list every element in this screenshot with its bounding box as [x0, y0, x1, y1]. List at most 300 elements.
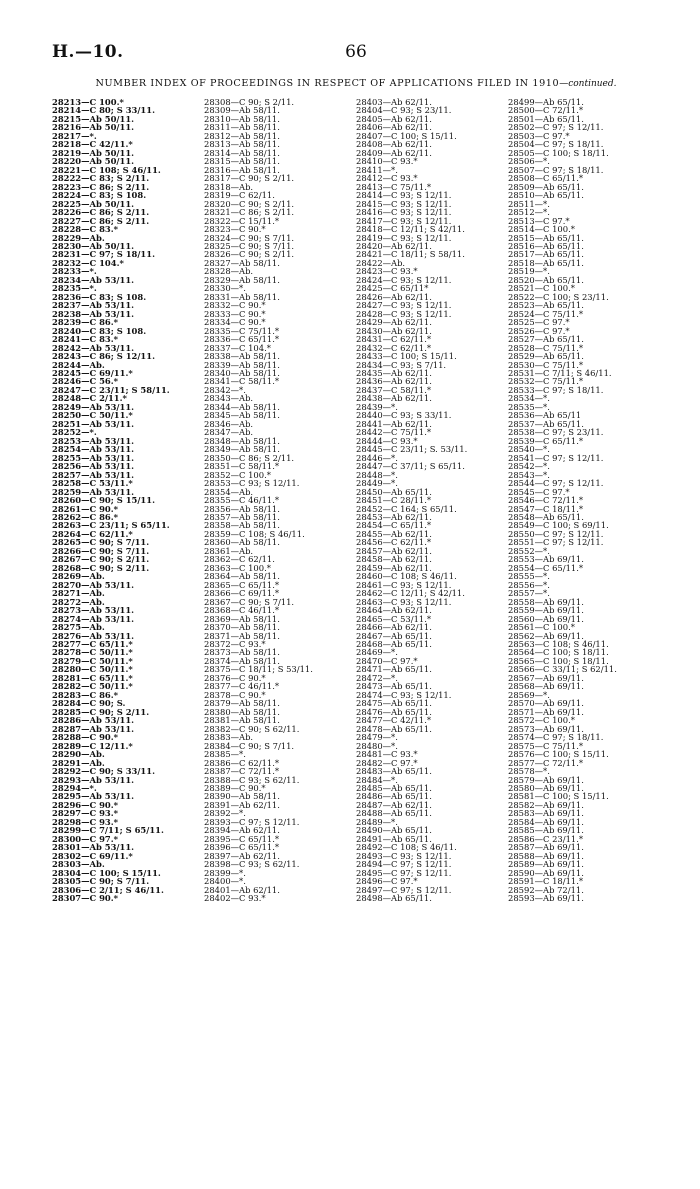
index-entry: 28459—Ab 62/11. [356, 563, 432, 573]
index-entry: 28306—C 2/11; S 46/11. [52, 885, 164, 895]
index-entry: 28505—C 100; S 18/11. [508, 148, 609, 158]
index-entry: 28500—C 72/11.* [508, 106, 584, 115]
index-column-2 [204, 98, 356, 903]
index-columns [52, 98, 667, 1178]
index-entry: 28229—Ab. [52, 233, 105, 242]
index-entry: 28348—Ab 58/11. [204, 436, 280, 446]
index-entry: 28288—C 90.* [52, 733, 119, 742]
index-entry: 28572—C 100.* [508, 716, 575, 725]
index-entry: 28479—*. [356, 733, 398, 742]
index-entry: 28379—Ab 58/11. [204, 699, 280, 708]
index-entry: 28301—Ab 53/11. [52, 843, 135, 852]
index-entry: 28475—Ab 65/11. [356, 699, 432, 708]
index-entry: 28489—*. [356, 817, 398, 827]
index-entry: 28220—Ab 50/11. [52, 157, 135, 166]
index-entry: 28491—Ab 65/11. [356, 834, 432, 844]
page-ref: H.—10. [52, 42, 124, 62]
index-entry: 28397—Ab 62/11. [204, 851, 280, 861]
index-title-main: NUMBER INDEX OF PROCEEDINGS IN RESPECT OF APPLICATIONS FILED IN 1910 [95, 78, 560, 89]
index-entry: 28249—Ab 53/11. [52, 402, 135, 412]
index-entry: 28215—Ab 50/11. [52, 114, 135, 124]
index-entry: 28452—C 164; S 65/11. [356, 504, 457, 513]
index-entry: 28428—C 93; S 12/11. [356, 309, 452, 319]
index-entry: 28432—C 62/11.* [356, 343, 432, 353]
index-entry: 28486—Ab 65/11. [356, 792, 432, 801]
index-entry: 28336—C 65/11.* [204, 335, 280, 344]
index-entry: 28564—C 100; S 18/11. [508, 648, 609, 657]
index-entry: 28289—C 12/11.* [52, 741, 133, 751]
index-entry: 28234—Ab 53/11. [52, 275, 135, 285]
index-entry: 28551—C 97; S 12/11. [508, 538, 604, 547]
index-entry: 28296—C 90.* [52, 800, 119, 810]
index-entry: 28496—C 97.* [356, 877, 418, 886]
index-entry: 28497—C 97; S 12/11. [356, 885, 452, 895]
index-entry: 28492—C 108; S 46/11. [356, 843, 457, 852]
index-entry: 28482—C 97.* [356, 758, 418, 768]
index-entry: 28591—C 18/11.* [508, 877, 584, 886]
index-entry: 28472—*. [356, 673, 398, 683]
index-entry: 28410—C 93.* [356, 157, 418, 166]
index-entry: 28337—C 104.* [204, 343, 271, 353]
index-entry: 28436—Ab 62/11. [356, 377, 432, 386]
index-entry: 28549—C 100; S 69/11. [508, 521, 609, 530]
index-entry: 28587—Ab 69/11. [508, 843, 584, 852]
index-entry: 28314—Ab 58/11. [204, 148, 280, 158]
index-entry: 28319—C 62/11. [204, 191, 275, 200]
index-entry: 28573—Ab 69/11. [508, 724, 584, 734]
index-entry: 28582—Ab 69/11. [508, 800, 584, 810]
index-entry: 28250—C 50/11.* [52, 411, 133, 420]
index-entry: 28442—C 75/11.* [356, 428, 432, 437]
index-entry: 28577—C 72/11.* [508, 758, 584, 768]
index-entry: 28260—C 90; S 15/11. [52, 496, 156, 505]
index-entry: 28274—Ab 53/11. [52, 614, 135, 624]
index-entry: 28441—Ab 62/11. [356, 419, 432, 429]
index-entry: 28527—Ab 65/11. [508, 335, 584, 344]
index-entry: 28259—Ab 53/11. [52, 487, 135, 497]
index-entry: 28280—C 50/11.* [52, 665, 133, 674]
index-entry: 28235—*. [52, 284, 97, 293]
index-entry: 28214—C 80; S 33/11. [52, 106, 156, 115]
index-entry: 28278—C 50/11.* [52, 648, 133, 657]
index-entry: 28590—Ab 69/11. [508, 868, 584, 878]
index-entry: 28270—Ab 53/11. [52, 580, 135, 590]
index-entry: 28540—*. [508, 445, 550, 454]
index-entry: 28473—Ab 65/11. [356, 682, 432, 691]
index-entry: 28398—C 93; S 62/11. [204, 860, 300, 869]
index-entry: 28369—Ab 58/11. [204, 614, 280, 624]
index-entry: 28535—*. [508, 402, 550, 412]
index-entry: 28503—C 97.* [508, 131, 570, 141]
index-entry: 28292—C 90; S 33/11. [52, 767, 156, 776]
index-entry: 28305—C 90; S 7/11. [52, 877, 150, 886]
index-entry: 28483—Ab 65/11. [356, 767, 432, 776]
index-entry: 28565—C 100; S 18/11. [508, 656, 609, 666]
index-entry: 28417—C 93; S 12/11. [356, 216, 452, 226]
index-entry: 28513—C 97.* [508, 216, 570, 226]
index-entry: 28406—Ab 62/11. [356, 123, 432, 132]
index-entry: 28463—C 93; S 12/11. [356, 597, 452, 607]
index-entry: 28310—Ab 58/11. [204, 114, 280, 124]
index-entry: 28219—Ab 50/11. [52, 148, 135, 158]
index-entry: 28477—C 42/11.* [356, 716, 432, 725]
index-entry: 28253—Ab 53/11. [52, 436, 135, 446]
index-entry: 28458—Ab 62/11. [356, 555, 432, 564]
index-column-1 [52, 98, 204, 903]
index-entry: 28476—Ab 65/11. [356, 707, 432, 717]
index-entry: 28338—Ab 58/11. [204, 352, 280, 361]
index-entry: 28558—Ab 69/11. [508, 597, 584, 607]
index-entry: 28290—Ab. [52, 750, 105, 759]
index-entry: 28502—C 97; S 12/11. [508, 123, 604, 132]
index-entry: 28304—C 100; S 15/11. [52, 868, 161, 878]
index-entry: 28396—C 65/11.* [204, 843, 280, 852]
index-entry: 28408—Ab 62/11. [356, 140, 432, 149]
index-entry: 28344—Ab 58/11. [204, 402, 280, 412]
index-entry: 28225—Ab 50/11. [52, 199, 135, 209]
index-entry: 28358—Ab 58/11. [204, 521, 280, 530]
index-entry: 28501—Ab 65/11. [508, 114, 584, 124]
index-entry: 28255—Ab 53/11. [52, 453, 135, 463]
index-entry: 28382—C 90; S 62/11. [204, 724, 300, 734]
index-entry: 28361—Ab. [204, 546, 254, 556]
index-entry: 28273—Ab 53/11. [52, 606, 135, 615]
index-entry: 28523—Ab 65/11. [508, 301, 584, 310]
index-entry: 28580—Ab 69/11. [508, 783, 584, 793]
index-entry: 28522—C 100; S 23/11. [508, 292, 609, 302]
index-entry: 28383—Ab. [204, 733, 254, 742]
index-entry: 28419—C 93; S 12/11. [356, 233, 452, 242]
index-entry: 28511—*. [508, 199, 550, 209]
index-entry: 28232—C 104.* [52, 258, 124, 268]
index-entry: 28252—*. [52, 428, 97, 437]
index-entry: 28243—C 86; S 12/11. [52, 352, 156, 361]
index-entry: 28359—C 108; S 46/11. [204, 529, 305, 539]
index-entry: 28364—Ab 58/11. [204, 572, 280, 581]
index-entry: 28567—Ab 69/11. [508, 673, 584, 683]
index-entry: 28375—C 18/11; S 53/11. [204, 665, 313, 674]
index-entry: 28271—Ab. [52, 589, 105, 598]
index-entry: 28554—C 65/11.* [508, 563, 584, 573]
index-entry: 28349—Ab 58/11. [204, 445, 280, 454]
index-entry: 28350—C 86; S 2/11. [204, 453, 295, 463]
index-entry: 28559—Ab 69/11. [508, 606, 584, 615]
index-entry: 28548—Ab 65/11. [508, 512, 584, 522]
index-entry: 28365—C 65/11.* [204, 580, 280, 590]
index-entry: 28418—C 12/11; S 42/11. [356, 225, 465, 234]
index-entry: 28293—Ab 53/11. [52, 775, 135, 784]
index-entry: 28342—*. [204, 385, 246, 395]
index-entry: 28538—C 97; S 23/11. [508, 428, 604, 437]
index-entry: 28434—C 93; S 7/11. [356, 360, 447, 369]
index-entry: 28345—Ab 58/11. [204, 411, 280, 420]
index-entry: 28385—*. [204, 750, 246, 759]
index-entry: 28588—Ab 69/11. [508, 851, 584, 861]
index-entry: 28376—C 90.* [204, 673, 266, 683]
index-entry: 28320—C 90; S 2/11. [204, 199, 295, 209]
index-entry: 28323—C 90.* [204, 225, 266, 234]
index-entry: 28266—C 90; S 7/11. [52, 546, 150, 556]
index-entry: 28226—C 86; S 2/11. [52, 208, 150, 217]
index-entry: 28283—C 86.* [52, 690, 119, 700]
index-entry: 28593—Ab 69/11. [508, 894, 584, 903]
index-entry: 28423—C 93.* [356, 267, 418, 276]
index-entry: 28471—Ab 65/11. [356, 665, 432, 674]
index-entry: 28384—C 90; S 7/11. [204, 741, 295, 751]
index-entry: 28584—Ab 69/11. [508, 817, 584, 827]
index-entry: 28415—C 93; S 12/11. [356, 199, 452, 209]
index-entry: 28318—Ab. [204, 182, 254, 192]
index-entry: 28355—C 46/11.* [204, 496, 280, 505]
index-entry: 28435—Ab 62/11. [356, 369, 432, 378]
index-entry: 28329—Ab 58/11. [204, 275, 280, 285]
index-entry: 28393—C 97; S 12/11. [204, 817, 300, 827]
index-entry: 28262—C 86.* [52, 512, 119, 522]
index-entry: 28371—Ab 58/11. [204, 631, 280, 640]
index-entry: 28332—C 90.* [204, 301, 266, 310]
index-entry: 28388—C 93; S 62/11. [204, 775, 300, 784]
index-entry: 28362—C 62/11. [204, 555, 275, 564]
index-entry: 28407—C 100; S 15/11. [356, 131, 457, 141]
index-entry: 28525—C 97.* [508, 318, 570, 327]
index-entry: 28346—Ab. [204, 419, 254, 429]
index-entry: 28230—Ab 50/11. [52, 241, 135, 251]
index-entry: 28307—C 90.* [52, 894, 119, 903]
index-entry: 28448—*. [356, 470, 398, 480]
index-entry: 28466—Ab 62/11. [356, 623, 432, 632]
index-entry: 28455—Ab 62/11. [356, 529, 432, 539]
index-entry: 28494—C 97; S 12/11. [356, 860, 452, 869]
index-entry: 28240—C 83; S 108. [52, 326, 147, 336]
index-entry: 28315—Ab 58/11. [204, 157, 280, 166]
index-entry: 28217—*. [52, 131, 97, 141]
index-entry: 28357—Ab 58/11. [204, 512, 280, 522]
index-entry: 28512—*. [508, 208, 550, 217]
index-entry: 28464—Ab 62/11. [356, 606, 432, 615]
index-entry: 28241—C 83.* [52, 335, 119, 344]
index-entry: 28484—*. [356, 775, 398, 784]
index-entry: 28571—Ab 69/11. [508, 707, 584, 717]
index-entry: 28578—*. [508, 767, 550, 776]
index-entry: 28532—C 75/11.* [508, 377, 584, 386]
index-entry: 28399—*. [204, 868, 246, 878]
index-entry: 28368—C 46/11.* [204, 606, 280, 615]
index-entry: 28324—C 90; S 7/11. [204, 233, 295, 242]
index-entry: 28394—Ab 62/11. [204, 826, 280, 835]
index-entry: 28236—C 83; S 108. [52, 292, 147, 302]
index-entry: 28424—C 93; S 12/11. [356, 275, 452, 285]
index-entry: 28405—Ab 62/11. [356, 114, 432, 124]
index-entry: 28480—*. [356, 741, 398, 751]
index-entry: 28258—C 53/11.* [52, 479, 133, 488]
index-entry: 28257—Ab 53/11. [52, 470, 135, 480]
index-entry: 28389—C 90.* [204, 783, 266, 793]
index-entry: 28367—C 90; S 7/11. [204, 597, 295, 607]
index-entry: 28370—Ab 58/11. [204, 623, 280, 632]
index-entry: 28309—Ab 58/11. [204, 106, 280, 115]
index-entry: 28400—*. [204, 877, 246, 886]
index-entry: 28510—Ab 65/11. [508, 191, 584, 200]
index-entry: 28552—*. [508, 546, 550, 556]
index-entry: 28446—*. [356, 453, 398, 463]
index-entry: 28570—Ab 69/11. [508, 699, 584, 708]
index-entry: 28276—Ab 53/11. [52, 631, 135, 640]
index-entry: 28245—C 69/11.* [52, 369, 133, 378]
index-entry: 28545—C 97.* [508, 487, 570, 497]
index-entry: 28421—C 18/11; S 58/11. [356, 250, 465, 259]
index-entry: 28363—C 100.* [204, 563, 271, 573]
index-entry: 28506—*. [508, 157, 550, 166]
index-entry: 28285—C 90; S 2/11. [52, 707, 150, 717]
index-entry: 28386—C 62/11.* [204, 758, 280, 768]
index-entry: 28529—Ab 65/11. [508, 352, 584, 361]
index-entry: 28553—Ab 69/11. [508, 555, 584, 564]
index-entry: 28413—C 75/11.* [356, 182, 432, 192]
index-entry: 28333—C 90.* [204, 309, 266, 319]
index-entry: 28537—Ab 65/11. [508, 419, 584, 429]
page-header [52, 42, 660, 64]
index-entry: 28299—C 7/11; S 65/11. [52, 826, 164, 835]
index-entry: 28308—C 90; S 2/11. [204, 98, 295, 107]
index-entry: 28353—C 93; S 12/11. [204, 479, 300, 488]
index-entry: 28429—Ab 62/11. [356, 318, 432, 327]
index-entry: 28481—C 93.* [356, 750, 418, 759]
index-entry: 28517—Ab 65/11. [508, 250, 584, 259]
index-entry: 28331—Ab 58/11. [204, 292, 280, 302]
index-entry: 28395—C 65/11.* [204, 834, 280, 844]
index-entry: 28409—Ab 62/11. [356, 148, 432, 158]
index-title [52, 78, 660, 89]
index-entry: 28275—Ab. [52, 623, 105, 632]
index-entry: 28340—Ab 58/11. [204, 369, 280, 378]
index-entry: 28264—C 62/11.* [52, 529, 133, 539]
index-entry: 28542—*. [508, 462, 550, 471]
index-entry: 28277—C 65/11.* [52, 640, 133, 649]
index-entry: 28402—C 93.* [204, 894, 266, 903]
index-entry: 28575—C 75/11.* [508, 741, 584, 751]
index-entry: 28401—Ab 62/11. [204, 885, 280, 895]
index-entry: 28403—Ab 62/11. [356, 98, 432, 107]
index-entry: 28412—C 93.* [356, 174, 418, 183]
index-entry: 28334—C 90.* [204, 318, 266, 327]
index-entry: 28586—C 23/11.* [508, 834, 584, 844]
index-entry: 28490—Ab 65/11. [356, 826, 432, 835]
index-entry: 28557—*. [508, 589, 550, 598]
index-entry: 28438—Ab 62/11. [356, 394, 432, 403]
index-entry: 28583—Ab 69/11. [508, 809, 584, 818]
index-entry: 28312—Ab 58/11. [204, 131, 280, 141]
index-entry: 28284—C 90; S. [52, 699, 126, 708]
index-entry: 28328—Ab. [204, 267, 254, 276]
index-entry: 28213—C 100.* [52, 98, 124, 107]
index-entry: 28515—Ab 65/11. [508, 233, 584, 242]
index-entry: 28377—C 46/11.* [204, 682, 280, 691]
index-entry: 28286—Ab 53/11. [52, 716, 135, 725]
index-entry: 28242—Ab 53/11. [52, 343, 135, 353]
index-entry: 28514—C 100.* [508, 225, 575, 234]
index-entry: 28300—C 97.* [52, 834, 119, 844]
index-entry: 28420—Ab 62/11. [356, 241, 432, 251]
index-entry: 28335—C 75/11.* [204, 326, 280, 336]
index-entry: 28269—Ab. [52, 572, 105, 581]
index-entry: 28461—C 93; S 12/11. [356, 580, 452, 590]
index-entry: 28531—C 7/11; S 46/11. [508, 369, 612, 378]
index-entry: 28352—C 100.* [204, 470, 271, 480]
index-entry: 28223—C 86; S 2/11. [52, 182, 150, 192]
index-entry: 28576—C 100; S 15/11. [508, 750, 609, 759]
index-entry: 28493—C 93; S 12/11. [356, 851, 452, 861]
index-entry: 28536—Ab 65/11 [508, 411, 582, 420]
index-entry: 28291—Ab. [52, 758, 105, 768]
index-entry: 28521—C 100.* [508, 284, 575, 293]
index-entry: 28561—C 100.* [508, 623, 575, 632]
index-entry: 28454—C 65/11.* [356, 521, 432, 530]
index-entry: 28425—C 65/11* [356, 284, 429, 293]
index-entry: 28430—Ab 62/11. [356, 326, 432, 336]
index-entry: 28224—C 83; S 108. [52, 191, 147, 200]
index-entry: 28343—Ab. [204, 394, 254, 403]
index-entry: 28316—Ab 58/11. [204, 165, 280, 175]
index-entry: 28294—*. [52, 783, 97, 793]
index-entry: 28254—Ab 53/11. [52, 445, 135, 454]
index-entry: 28261—C 90.* [52, 504, 119, 513]
index-entry: 28539—C 65/11.* [508, 436, 584, 446]
index-entry: 28387—C 72/11.* [204, 767, 280, 776]
index-entry: 28498—Ab 65/11. [356, 894, 432, 903]
index-entry: 28216—Ab 50/11. [52, 123, 135, 132]
index-entry: 28447—C 37/11; S 65/11. [356, 462, 465, 471]
index-entry: 28248—C 2/11.* [52, 394, 127, 403]
index-entry: 28313—Ab 58/11. [204, 140, 280, 149]
index-entry: 28366—C 69/11.* [204, 589, 280, 598]
index-entry: 28460—C 108; S 46/11. [356, 572, 457, 581]
index-entry: 28450—Ab 65/11. [356, 487, 432, 497]
index-entry: 28526—C 97.* [508, 326, 570, 336]
index-entry: 28589—Ab 69/11. [508, 860, 584, 869]
index-entry: 28465—C 53/11.* [356, 614, 432, 624]
index-entry: 28469—*. [356, 648, 398, 657]
index-entry: 28372—C 93.* [204, 640, 266, 649]
index-entry: 28390—Ab 58/11. [204, 792, 280, 801]
index-entry: 28581—C 100; S 15/11. [508, 792, 609, 801]
index-entry: 28426—Ab 62/11. [356, 292, 432, 302]
index-entry: 28279—C 50/11.* [52, 656, 133, 666]
index-entry: 28251—Ab 53/11. [52, 419, 135, 429]
index-entry: 28239—C 86.* [52, 318, 119, 327]
index-entry: 28256—Ab 53/11. [52, 462, 135, 471]
index-entry: 28267—C 90; S 2/11. [52, 555, 150, 564]
index-entry: 28281—C 65/11.* [52, 673, 133, 683]
index-entry: 28433—C 100; S 15/11. [356, 352, 457, 361]
index-entry: 28287—Ab 53/11. [52, 724, 135, 734]
index-entry: 28311—Ab 58/11. [204, 123, 280, 132]
index-entry: 28218—C 42/11.* [52, 140, 133, 149]
index-entry: 28244—Ab. [52, 360, 105, 369]
index-entry: 28295—Ab 53/11. [52, 792, 135, 801]
index-entry: 28431—C 62/11.* [356, 335, 432, 344]
index-entry: 28574—C 97; S 18/11. [508, 733, 604, 742]
index-entry: 28518—Ab 65/11. [508, 258, 584, 268]
index-entry: 28507—C 97; S 18/11. [508, 165, 604, 175]
index-entry: 28327—Ab 58/11. [204, 258, 280, 268]
index-entry: 28528—C 75/11.* [508, 343, 584, 353]
index-entry: 28347—Ab. [204, 428, 254, 437]
index-entry: 28444—C 93.* [356, 436, 418, 446]
index-entry: 28238—Ab 53/11. [52, 309, 135, 319]
index-entry: 28547—C 18/11.* [508, 504, 584, 513]
index-entry: 28354—Ab. [204, 487, 254, 497]
index-entry: 28520—Ab 65/11. [508, 275, 584, 285]
